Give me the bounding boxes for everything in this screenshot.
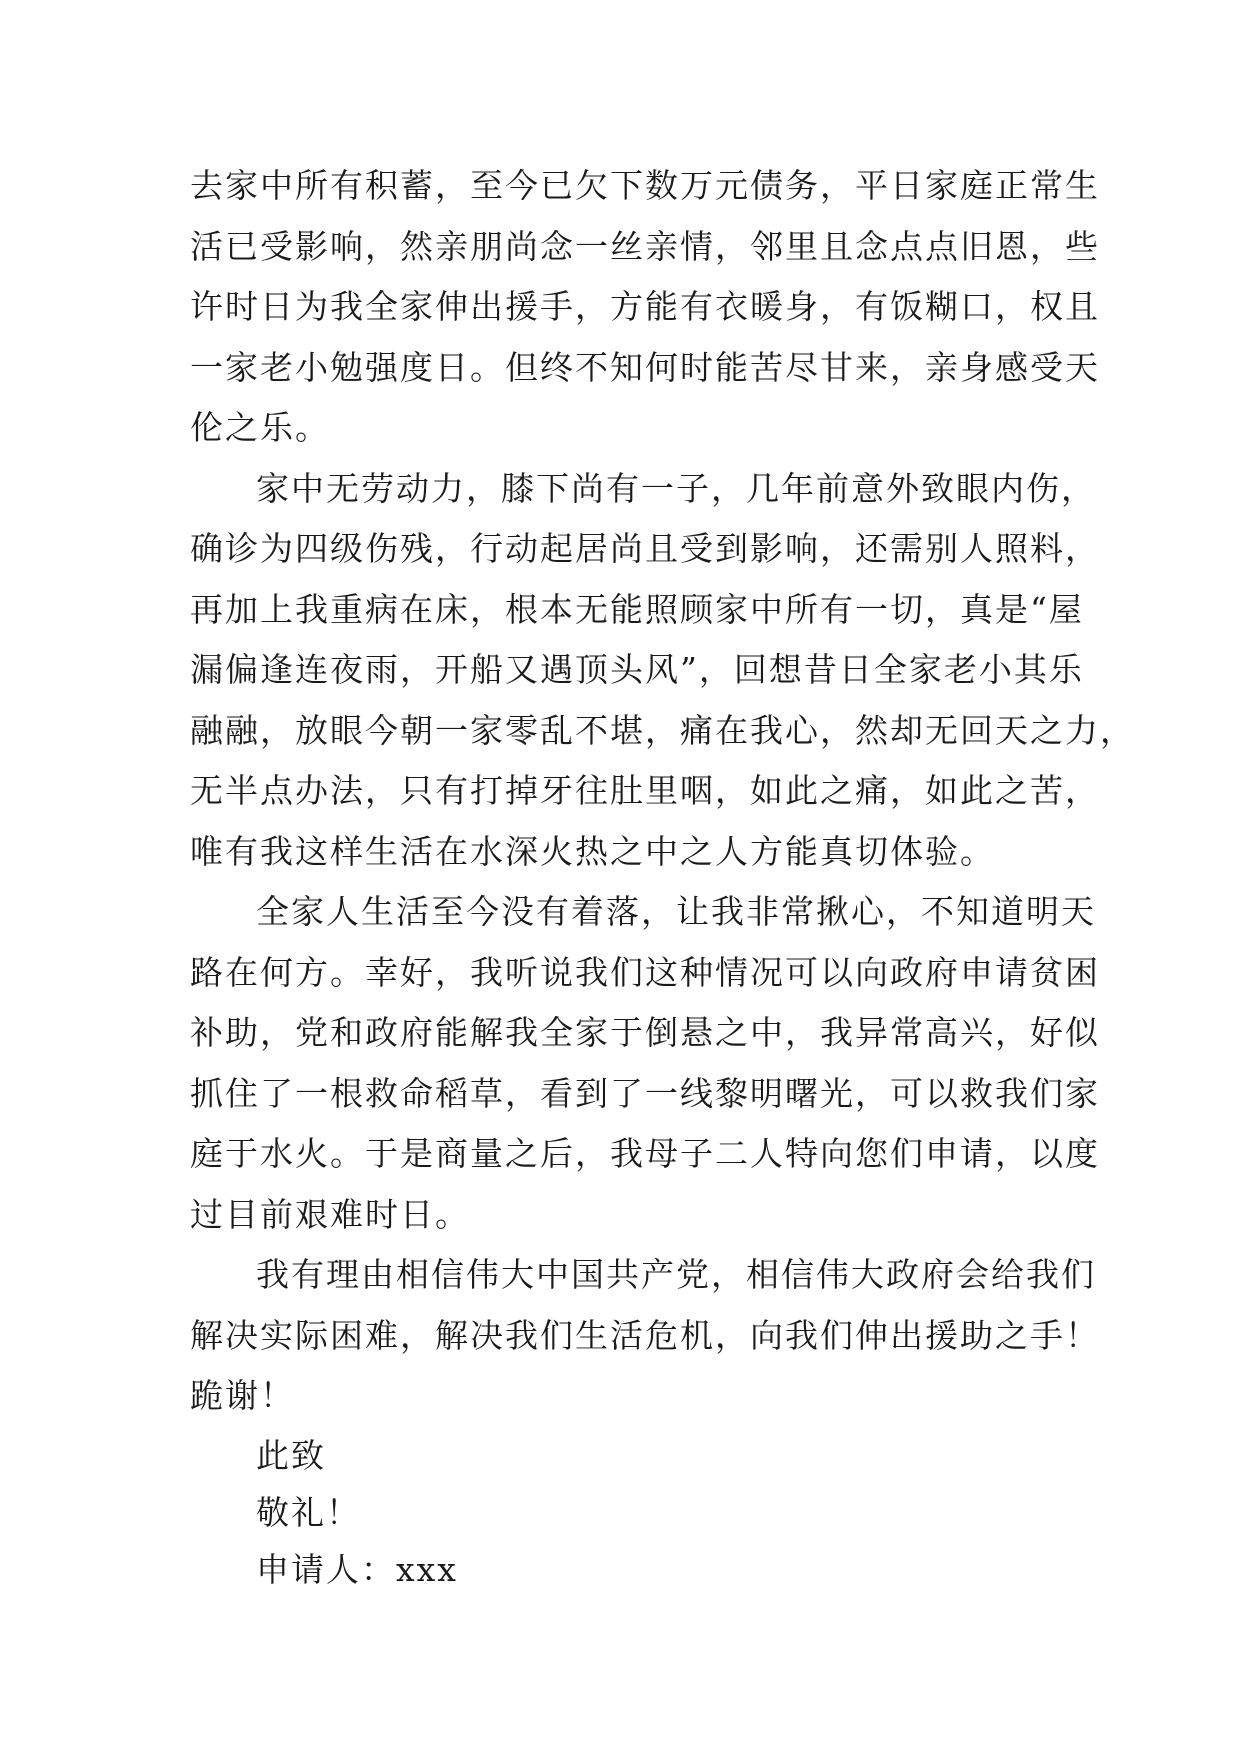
text-line: 再加上我重病在床，根本无能照顾家中所有一切，真是“屋 (190, 589, 1084, 629)
text-line: 一家老小勉强度日。但终不知何时能苦尽甘来，亲身感受天 (190, 347, 1100, 387)
text-line: 许时日为我全家伸出援手，方能有衣暖身，有饭糊口，权且 (190, 287, 1100, 326)
text-line: 无半点办法，只有打掉牙往肚里咽，如此之痛，如此之苦， (190, 771, 1100, 810)
applicant-signature: 申请人：xxx (256, 1549, 458, 1589)
text-line: 融融，放眼今朝一家零乱不堪，痛在我心，然却无回天之力， (190, 710, 1135, 750)
text-line: 我有理由相信伟大中国共产党，相信伟大政府会给我们 (256, 1255, 1096, 1294)
text-line: 路在何方。幸好，我听说我们这种情况可以向政府申请贫困 (190, 952, 1100, 992)
letter-body (190, 156, 1135, 1598)
closing-salutation: 此致 (256, 1435, 326, 1475)
text-line: 漏偏逢连夜雨，开船又遇顶头风”，回想昔日全家老小其乐 (190, 650, 1084, 689)
text-line: 庭于水火。于是商量之后，我母子二人特向您们申请，以度 (190, 1134, 1100, 1173)
text-line: 解决实际困难，解决我们生活危机，向我们伸出援助之手！ (190, 1315, 1100, 1355)
text-line: 过目前艰难时日。 (190, 1194, 470, 1234)
text-line: 家中无劳动力，膝下尚有一子，几年前意外致眼内伤， (256, 468, 1096, 508)
text-line: 伦之乐。 (190, 408, 330, 447)
text-line: 抓住了一根救命稻草，看到了一线黎明曙光，可以救我们家 (190, 1073, 1100, 1113)
text-line: 唯有我这样生活在水深火热之中之人方能真切体验。 (190, 831, 995, 871)
text-line: 去家中所有积蓄，至今已欠下数万元债务，平日家庭正常生 (190, 166, 1100, 205)
text-line: 补助，党和政府能解我全家于倒悬之中，我异常高兴，好似 (190, 1013, 1100, 1052)
text-line: 跪谢！ (190, 1376, 295, 1415)
text-line: 活已受影响，然亲朋尚念一丝亲情，邻里且念点点旧恩，些 (190, 226, 1100, 266)
text-line: 确诊为四级伤残，行动起居尚且受到影响，还需别人照料， (190, 529, 1100, 568)
closing-regards: 敬礼！ (256, 1492, 361, 1532)
text-line: 全家人生活至今没有着落，让我非常揪心，不知道明天 (256, 892, 1096, 931)
